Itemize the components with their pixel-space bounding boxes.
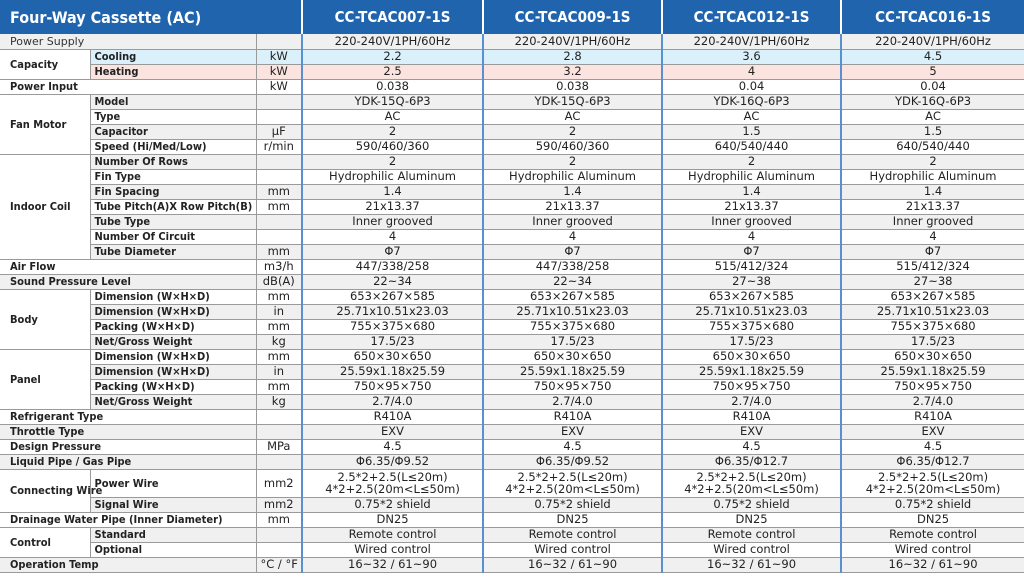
table-row xyxy=(0,199,1024,214)
value-cell: EXV xyxy=(841,424,1024,439)
value-cell: 2.7/4.0 xyxy=(483,394,662,409)
row-label: Power Input xyxy=(0,79,256,94)
value-cell: 220-240V/1PH/60Hz xyxy=(483,34,662,49)
table-row xyxy=(0,527,1024,542)
value-cell: Wired control xyxy=(302,542,483,557)
value-cell: DN25 xyxy=(483,512,662,527)
value-cell: 25.59x1.18x25.59 xyxy=(841,364,1024,379)
value-cell: Inner grooved xyxy=(302,214,483,229)
value-cell: 2.7/4.0 xyxy=(662,394,841,409)
value-cell: 0.038 xyxy=(483,79,662,94)
value-cell xyxy=(302,469,483,497)
group-label: Capacity xyxy=(0,49,90,79)
unit-cell: mm2 xyxy=(256,469,302,497)
table-row xyxy=(0,64,1024,79)
value-cell: 640/540/440 xyxy=(662,139,841,154)
value-cell: 17.5/23 xyxy=(841,334,1024,349)
sub-label: Net/Gross Weight xyxy=(90,394,256,409)
group-label: Fan Motor xyxy=(0,94,90,154)
value-cell: 447/338/258 xyxy=(483,259,662,274)
group-label: Panel xyxy=(0,349,90,409)
value-cell: 1.4 xyxy=(662,184,841,199)
value-cell: Wired control xyxy=(662,542,841,557)
unit-cell xyxy=(256,409,302,424)
unit-cell: in xyxy=(256,364,302,379)
unit-cell xyxy=(256,214,302,229)
table-row xyxy=(0,542,1024,557)
value-cell: 515/412/324 xyxy=(662,259,841,274)
value-cell: 2 xyxy=(662,154,841,169)
value-cell: 4.5 xyxy=(662,439,841,454)
sub-label: Number Of Rows xyxy=(90,154,256,169)
group-label: Body xyxy=(0,289,90,349)
table-row xyxy=(0,512,1024,527)
value-cell: 4.5 xyxy=(841,439,1024,454)
unit-cell: kW xyxy=(256,79,302,94)
value-cell: Inner grooved xyxy=(841,214,1024,229)
value-cell: 4.5 xyxy=(302,439,483,454)
value-cell: 1.5 xyxy=(662,124,841,139)
table-row xyxy=(0,79,1024,94)
model-header: CC-TCAC009-1S xyxy=(483,0,662,34)
table-row xyxy=(0,34,1024,49)
value-cell: 755×375×680 xyxy=(841,319,1024,334)
table-row xyxy=(0,139,1024,154)
row-label: Power Supply xyxy=(0,34,256,49)
value-cell: 16~32 / 61~90 xyxy=(841,557,1024,572)
sub-label: Signal Wire xyxy=(90,497,256,512)
table-row xyxy=(0,94,1024,109)
sub-label: Dimension (W×H×D) xyxy=(90,304,256,319)
value-cell: 447/338/258 xyxy=(302,259,483,274)
table-row xyxy=(0,274,1024,289)
table-row xyxy=(0,454,1024,469)
value-cell: Wired control xyxy=(841,542,1024,557)
value-cell: Φ6.35/Φ9.52 xyxy=(302,454,483,469)
value-cell: 590/460/360 xyxy=(302,139,483,154)
value-cell: 653×267×585 xyxy=(662,289,841,304)
model-header: CC-TCAC016-1S xyxy=(841,0,1024,34)
value-cell: 2 xyxy=(302,124,483,139)
row-label: Refrigerant Type xyxy=(0,409,256,424)
sub-label: Optional xyxy=(90,542,256,557)
table-row xyxy=(0,439,1024,454)
value-cell: DN25 xyxy=(662,512,841,527)
sub-label: Dimension (W×H×D) xyxy=(90,349,256,364)
value-cell: 220-240V/1PH/60Hz xyxy=(662,34,841,49)
sub-label: Fin Spacing xyxy=(90,184,256,199)
value-cell: 25.71x10.51x23.03 xyxy=(483,304,662,319)
sub-label: Fin Type xyxy=(90,169,256,184)
value-cell: 0.75*2 shield xyxy=(662,497,841,512)
unit-cell: mm xyxy=(256,349,302,364)
unit-cell: mm xyxy=(256,319,302,334)
value-cell: 25.71x10.51x23.03 xyxy=(841,304,1024,319)
value-line: 4*2+2.5(20m<L≤50m) xyxy=(684,482,819,496)
value-cell: 3.2 xyxy=(483,64,662,79)
sub-label: Model xyxy=(90,94,256,109)
table-row xyxy=(0,244,1024,259)
table-row xyxy=(0,169,1024,184)
sub-label: Net/Gross Weight xyxy=(90,334,256,349)
value-cell: 25.71x10.51x23.03 xyxy=(662,304,841,319)
value-cell: 640/540/440 xyxy=(841,139,1024,154)
value-cell: DN25 xyxy=(841,512,1024,527)
sub-label: Speed (Hi/Med/Low) xyxy=(90,139,256,154)
sub-label: Heating xyxy=(90,64,256,79)
value-cell: 16~32 / 61~90 xyxy=(662,557,841,572)
value-cell: YDK-16Q-6P3 xyxy=(841,94,1024,109)
value-cell: 22~34 xyxy=(483,274,662,289)
unit-cell: kW xyxy=(256,49,302,64)
value-line: 2.5*2+2.5(L≤20m) xyxy=(877,470,989,484)
value-cell: Hydrophilic Aluminum xyxy=(483,169,662,184)
unit-cell xyxy=(256,169,302,184)
value-line: 2.5*2+2.5(L≤20m) xyxy=(696,470,807,484)
value-cell: 0.75*2 shield xyxy=(302,497,483,512)
unit-cell: kg xyxy=(256,394,302,409)
value-cell: Remote control xyxy=(662,527,841,542)
value-cell: 21x13.37 xyxy=(662,199,841,214)
value-cell: 17.5/23 xyxy=(302,334,483,349)
group-label: Control xyxy=(0,527,90,557)
value-cell: Inner grooved xyxy=(483,214,662,229)
sub-label: Dimension (W×H×D) xyxy=(90,364,256,379)
sub-label: Tube Diameter xyxy=(90,244,256,259)
value-cell: 3.6 xyxy=(662,49,841,64)
value-cell: 16~32 / 61~90 xyxy=(302,557,483,572)
unit-cell xyxy=(256,34,302,49)
value-cell: 25.59x1.18x25.59 xyxy=(483,364,662,379)
value-cell: 755×375×680 xyxy=(302,319,483,334)
value-cell: 1.5 xyxy=(841,124,1024,139)
value-cell: DN25 xyxy=(302,512,483,527)
value-cell: 25.71x10.51x23.03 xyxy=(302,304,483,319)
value-cell: 0.75*2 shield xyxy=(483,497,662,512)
value-cell: 650×30×650 xyxy=(302,349,483,364)
value-cell: 2.8 xyxy=(483,49,662,64)
value-cell xyxy=(841,469,1024,497)
value-cell: 755×375×680 xyxy=(662,319,841,334)
sub-label: Capacitor xyxy=(90,124,256,139)
sub-label: Number Of Circuit xyxy=(90,229,256,244)
sub-label: Tube Type xyxy=(90,214,256,229)
table-row xyxy=(0,469,1024,497)
table-row xyxy=(0,184,1024,199)
table-row xyxy=(0,154,1024,169)
value-cell: Remote control xyxy=(483,527,662,542)
table-row xyxy=(0,379,1024,394)
row-label: Design Pressure xyxy=(0,439,256,454)
value-cell: 17.5/23 xyxy=(483,334,662,349)
table-row xyxy=(0,497,1024,512)
value-cell: 4 xyxy=(302,229,483,244)
value-cell: Φ7 xyxy=(662,244,841,259)
sub-label: Dimension (W×H×D) xyxy=(90,289,256,304)
table-row xyxy=(0,409,1024,424)
value-cell: R410A xyxy=(662,409,841,424)
table-row xyxy=(0,334,1024,349)
spec-body xyxy=(0,34,1024,572)
row-label: Liquid Pipe / Gas Pipe xyxy=(0,454,256,469)
unit-cell: mm xyxy=(256,379,302,394)
table-row xyxy=(0,304,1024,319)
value-cell: AC xyxy=(483,109,662,124)
value-cell: EXV xyxy=(483,424,662,439)
unit-cell: mm xyxy=(256,244,302,259)
value-cell: 21x13.37 xyxy=(302,199,483,214)
row-label: Drainage Water Pipe (Inner Diameter) xyxy=(0,512,256,527)
value-cell: Φ7 xyxy=(483,244,662,259)
unit-cell xyxy=(256,154,302,169)
sub-label: Tube Pitch(A)X Row Pitch(B) xyxy=(90,199,256,214)
unit-cell: kW xyxy=(256,64,302,79)
value-cell: 5 xyxy=(841,64,1024,79)
unit-cell xyxy=(256,424,302,439)
value-cell: 2 xyxy=(483,124,662,139)
unit-cell: mm xyxy=(256,512,302,527)
value-cell: 0.75*2 shield xyxy=(841,497,1024,512)
value-cell: YDK-15Q-6P3 xyxy=(483,94,662,109)
sub-label: Type xyxy=(90,109,256,124)
value-cell: 1.4 xyxy=(483,184,662,199)
value-cell: YDK-16Q-6P3 xyxy=(662,94,841,109)
sub-label: Packing (W×H×D) xyxy=(90,379,256,394)
value-cell: 653×267×585 xyxy=(302,289,483,304)
value-cell: 1.4 xyxy=(841,184,1024,199)
value-cell: Φ6.35/Φ9.52 xyxy=(483,454,662,469)
value-cell: 220-240V/1PH/60Hz xyxy=(841,34,1024,49)
table-title: Four-Way Cassette (AC) xyxy=(0,0,302,34)
unit-cell xyxy=(256,229,302,244)
value-cell: 650×30×650 xyxy=(483,349,662,364)
value-cell: AC xyxy=(841,109,1024,124)
model-header: CC-TCAC007-1S xyxy=(302,0,483,34)
value-line: 4*2+2.5(20m<L≤50m) xyxy=(325,482,460,496)
value-cell: Hydrophilic Aluminum xyxy=(302,169,483,184)
value-cell: 16~32 / 61~90 xyxy=(483,557,662,572)
value-cell: 0.038 xyxy=(302,79,483,94)
table-row xyxy=(0,259,1024,274)
unit-cell xyxy=(256,94,302,109)
value-cell xyxy=(662,469,841,497)
value-cell: 750×95×750 xyxy=(841,379,1024,394)
unit-cell: MPa xyxy=(256,439,302,454)
table-row xyxy=(0,319,1024,334)
value-cell: Wired control xyxy=(483,542,662,557)
model-header: CC-TCAC012-1S xyxy=(662,0,841,34)
table-row xyxy=(0,49,1024,64)
value-cell: Hydrophilic Aluminum xyxy=(662,169,841,184)
value-cell: Remote control xyxy=(841,527,1024,542)
value-cell: 0.04 xyxy=(841,79,1024,94)
value-cell: 0.04 xyxy=(662,79,841,94)
table-row xyxy=(0,557,1024,572)
value-cell: 220-240V/1PH/60Hz xyxy=(302,34,483,49)
unit-cell: in xyxy=(256,304,302,319)
unit-cell: dB(A) xyxy=(256,274,302,289)
value-cell: 653×267×585 xyxy=(841,289,1024,304)
unit-cell: mm xyxy=(256,184,302,199)
value-cell: Φ6.35/Φ12.7 xyxy=(841,454,1024,469)
row-label: Sound Pressure Level xyxy=(0,274,256,289)
value-cell xyxy=(483,469,662,497)
unit-cell: kg xyxy=(256,334,302,349)
value-cell: 650×30×650 xyxy=(662,349,841,364)
value-cell: 2.5 xyxy=(302,64,483,79)
unit-cell: r/min xyxy=(256,139,302,154)
table-row xyxy=(0,109,1024,124)
unit-cell xyxy=(256,527,302,542)
row-label: Operation Temp xyxy=(0,557,256,572)
sub-label: Packing (W×H×D) xyxy=(90,319,256,334)
value-cell: YDK-15Q-6P3 xyxy=(302,94,483,109)
value-cell: 27~38 xyxy=(841,274,1024,289)
value-cell: 1.4 xyxy=(302,184,483,199)
value-cell: 4 xyxy=(841,229,1024,244)
value-line: 4*2+2.5(20m<L≤50m) xyxy=(505,482,640,496)
value-cell: 22~34 xyxy=(302,274,483,289)
value-cell: 2 xyxy=(841,154,1024,169)
value-cell: AC xyxy=(662,109,841,124)
value-cell: 750×95×750 xyxy=(302,379,483,394)
value-cell: 21x13.37 xyxy=(841,199,1024,214)
table-row xyxy=(0,424,1024,439)
value-cell: 755×375×680 xyxy=(483,319,662,334)
table-row xyxy=(0,124,1024,139)
unit-cell: °C / °F xyxy=(256,557,302,572)
value-cell: 2.2 xyxy=(302,49,483,64)
value-cell: 4 xyxy=(662,229,841,244)
value-line: 2.5*2+2.5(L≤20m) xyxy=(337,470,448,484)
unit-cell: m3/h xyxy=(256,259,302,274)
value-cell: 750×95×750 xyxy=(662,379,841,394)
value-cell: 4 xyxy=(483,229,662,244)
table-row xyxy=(0,289,1024,304)
value-cell: Inner grooved xyxy=(662,214,841,229)
group-label: Connecting Wire xyxy=(0,469,90,512)
value-cell: EXV xyxy=(662,424,841,439)
value-cell: 27~38 xyxy=(662,274,841,289)
unit-cell xyxy=(256,109,302,124)
value-cell: Remote control xyxy=(302,527,483,542)
unit-cell: mm2 xyxy=(256,497,302,512)
unit-cell: mm xyxy=(256,289,302,304)
value-cell: 2.7/4.0 xyxy=(841,394,1024,409)
row-label: Air Flow xyxy=(0,259,256,274)
sub-label: Cooling xyxy=(90,49,256,64)
value-cell: 750×95×750 xyxy=(483,379,662,394)
value-cell: 2.7/4.0 xyxy=(302,394,483,409)
value-cell: Φ7 xyxy=(302,244,483,259)
table-row xyxy=(0,229,1024,244)
value-cell: 590/460/360 xyxy=(483,139,662,154)
value-cell: 2 xyxy=(483,154,662,169)
value-cell: R410A xyxy=(841,409,1024,424)
value-cell: R410A xyxy=(302,409,483,424)
table-row xyxy=(0,349,1024,364)
header-row xyxy=(0,0,1024,34)
value-cell: EXV xyxy=(302,424,483,439)
table-row xyxy=(0,214,1024,229)
value-cell: 4.5 xyxy=(483,439,662,454)
sub-label: Power Wire xyxy=(90,469,256,497)
unit-cell xyxy=(256,542,302,557)
table-row xyxy=(0,364,1024,379)
value-cell: 4.5 xyxy=(841,49,1024,64)
unit-cell: μF xyxy=(256,124,302,139)
unit-cell xyxy=(256,454,302,469)
value-cell: 17.5/23 xyxy=(662,334,841,349)
value-line: 2.5*2+2.5(L≤20m) xyxy=(517,470,628,484)
unit-cell: mm xyxy=(256,199,302,214)
value-line: 4*2+2.5(20m<L≤50m) xyxy=(865,482,1001,496)
value-cell: 515/412/324 xyxy=(841,259,1024,274)
value-cell: 4 xyxy=(662,64,841,79)
value-cell: 2 xyxy=(302,154,483,169)
value-cell: 25.59x1.18x25.59 xyxy=(662,364,841,379)
value-cell: Φ7 xyxy=(841,244,1024,259)
group-label: Indoor Coil xyxy=(0,154,90,259)
value-cell: AC xyxy=(302,109,483,124)
value-cell: R410A xyxy=(483,409,662,424)
value-cell: 25.59x1.18x25.59 xyxy=(302,364,483,379)
value-cell: 653×267×585 xyxy=(483,289,662,304)
value-cell: Hydrophilic Aluminum xyxy=(841,169,1024,184)
value-cell: Φ6.35/Φ12.7 xyxy=(662,454,841,469)
value-cell: 650×30×650 xyxy=(841,349,1024,364)
sub-label: Standard xyxy=(90,527,256,542)
row-label: Throttle Type xyxy=(0,424,256,439)
value-cell: 21x13.37 xyxy=(483,199,662,214)
table-row xyxy=(0,394,1024,409)
